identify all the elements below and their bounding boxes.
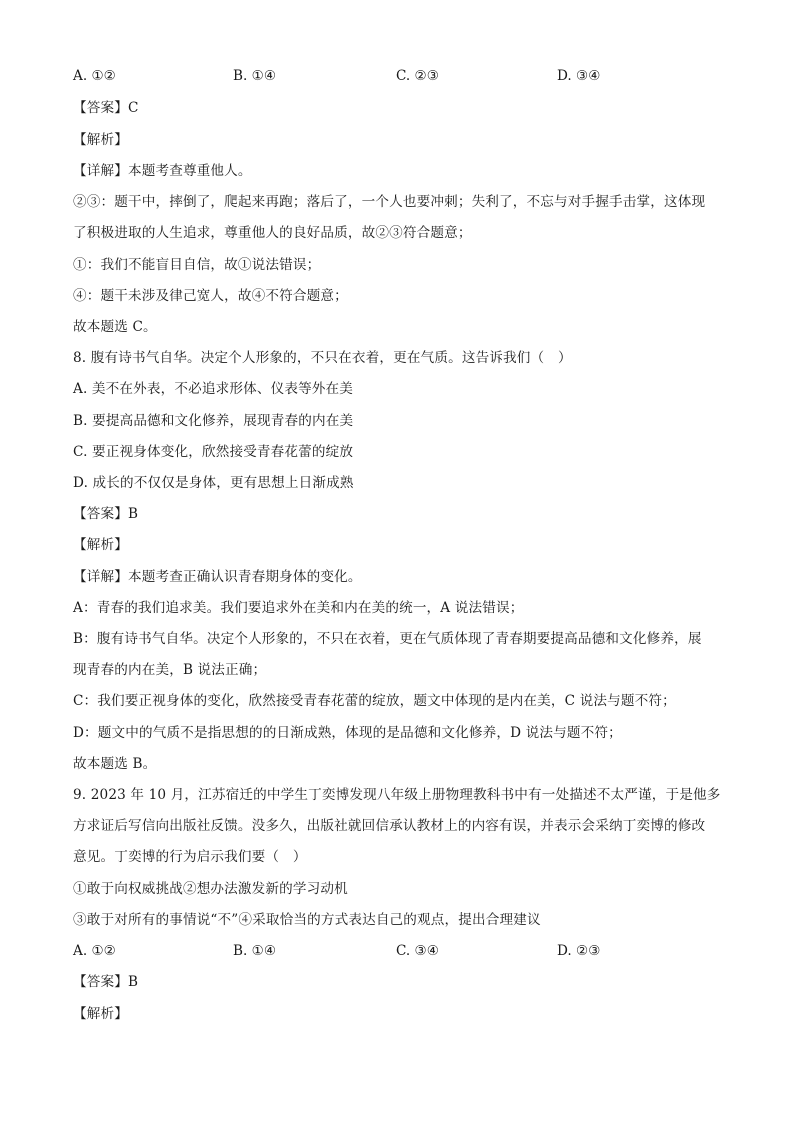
q7-detail-line: ②③：题干中，摔倒了，爬起来再跑；落后了，一个人也要冲刺；失利了，不忘与对手握手击掌，这体现 (73, 194, 706, 210)
q8-option-c: C. 要正视身体变化，欣然接受青春花蕾的绽放 (73, 444, 354, 460)
q7-option-a: A. ①② (73, 68, 116, 84)
q7-detail-line: ①：我们不能盲目自信，故①说法错误； (73, 257, 321, 273)
q9-option-b: B. ①④ (233, 943, 277, 959)
q7-detail-line: ④：题干未涉及律己宽人，故④不符合题意； (73, 288, 348, 304)
q7-detail-line: 故本题选 C。 (73, 319, 157, 335)
q9-statement-line: ①敢于向权威挑战②想办法激发新的学习动机 (73, 881, 348, 897)
q7-option-d: D. ③④ (557, 68, 601, 84)
q8-option-a: A. 美不在外表，不必追求形体、仪表等外在美 (73, 381, 354, 397)
q8-option-b: B. 要提高品德和文化修养，展现青春的内在美 (73, 413, 354, 429)
q8-detail-line: A：青春的我们追求美。我们要追求外在美和内在美的统一，A 说法错误； (73, 600, 524, 616)
q8-detail-line: D：题文中的气质不是指思想的的日渐成熟，体现的是品德和文化修养，D 说法与题不符； (73, 725, 622, 741)
q8-analysis-label: 【解析】 (73, 537, 128, 553)
q9-statement-line: ③敢于对所有的事情说“不”④采取恰当的方式表达自己的观点，提出合理建议 (73, 912, 541, 928)
q8-detail-line: 【详解】本题考查正确认识青春期身体的变化。 (73, 569, 362, 585)
q8-detail-line: 现青春的内在美，B 说法正确； (73, 662, 267, 678)
q9-question-line: 9. 2023 年 10 月，江苏宿迁的中学生丁奕博发现八年级上册物理教科书中有一处描述不太严谨，于是他多 (73, 787, 721, 803)
q7-answer: 【答案】C (73, 100, 139, 116)
q7-analysis-label: 【解析】 (73, 132, 128, 148)
q9-analysis-label: 【解析】 (73, 1006, 128, 1022)
q8-answer: 【答案】B (73, 506, 139, 522)
q8-question: 8. 腹有诗书气自华。决定个人形象的，不只在衣着，更在气质。这告诉我们（ ） (73, 350, 572, 366)
q9-option-a: A. ①② (73, 943, 116, 959)
q9-answer: 【答案】B (73, 974, 139, 990)
q7-detail-line: 了积极进取的人生追求，尊重他人的良好品质，故②③符合题意； (73, 225, 472, 241)
q7-option-c: C. ②③ (396, 68, 439, 84)
q9-question-line: 方求证后写信向出版社反馈。没多久，出版社就回信承认教材上的内容有误，并表示会采纳丁奕博的修改 (73, 818, 706, 834)
q8-detail-line: 故本题选 B。 (73, 756, 157, 772)
q9-question-line: 意见。丁奕博的行为启示我们要（ ） (73, 849, 307, 865)
q7-detail-line: 【详解】本题考查尊重他人。 (73, 163, 252, 179)
q8-option-d: D. 成长的不仅仅是身体，更有思想上日渐成熟 (73, 475, 354, 491)
q7-option-b: B. ①④ (233, 68, 277, 84)
q8-detail-line: B：腹有诗书气自华。决定个人形象的，不只在衣着，更在气质体现了青春期要提高品德和文化修养，展 (73, 631, 702, 647)
q8-detail-line: C：我们要正视身体的变化，欣然接受青春花蕾的绽放，题文中体现的是内在美，C 说法与题不符； (73, 693, 676, 709)
q9-option-d: D. ②③ (557, 943, 601, 959)
q9-option-c: C. ③④ (396, 943, 439, 959)
